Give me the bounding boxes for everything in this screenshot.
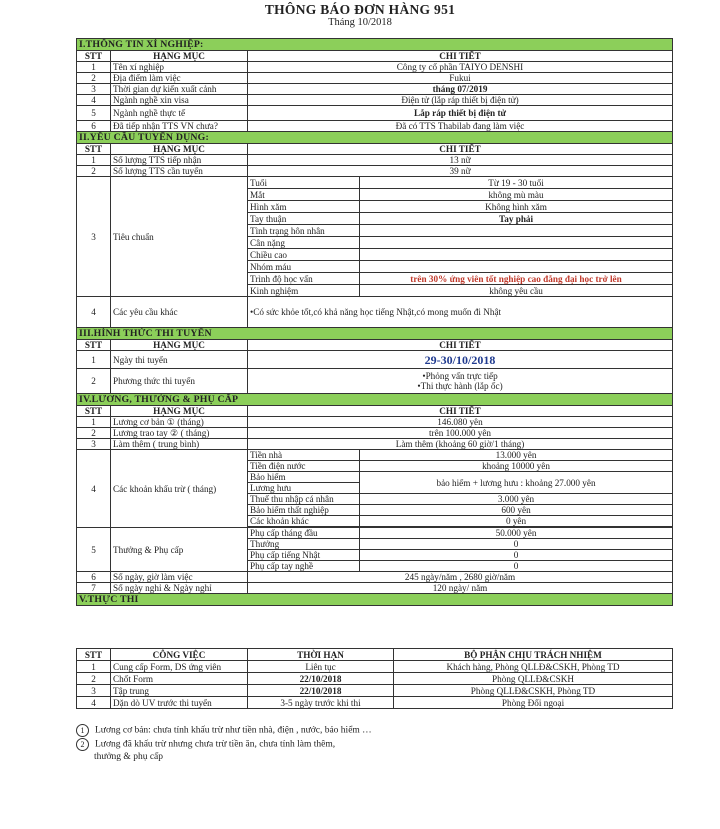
col-header-stt: STT xyxy=(77,649,111,661)
row-detail: tháng 07/2019 xyxy=(248,84,673,95)
criteria-key: Chiều cao xyxy=(248,249,360,261)
execution-table xyxy=(76,648,673,709)
deduction-key: Các khoản khác xyxy=(248,516,360,527)
row-item: Các yêu cầu khác xyxy=(111,297,248,328)
row-no: 3 xyxy=(77,439,111,450)
table-row xyxy=(77,73,673,84)
criteria-value: không mù màu xyxy=(360,189,673,201)
row-task: Tập trung xyxy=(111,685,248,697)
row-no: 7 xyxy=(77,583,111,594)
footnote-marker: 1 xyxy=(76,724,89,737)
criteria-key: Trình độ học vấn xyxy=(248,273,360,285)
criteria-value xyxy=(360,261,673,273)
deduction-key: Bảo hiểm xyxy=(248,472,360,483)
deduction-value: 13.000 yên xyxy=(360,450,673,461)
row-detail: Điện tử (lắp ráp thiết bị điện tử) xyxy=(248,95,673,106)
table-row xyxy=(77,297,673,328)
exam-method-line: •Phỏng vấn trực tiếp xyxy=(422,371,498,381)
table-header-row xyxy=(77,340,673,351)
footnote-marker: 2 xyxy=(76,738,89,751)
criteria-value: Từ 19 - 30 tuổi xyxy=(360,177,673,189)
bonus-key: Phụ cấp tháng đầu xyxy=(248,528,360,539)
bonus-value: 0 xyxy=(360,539,673,550)
table-row xyxy=(77,417,673,428)
row-no: 2 xyxy=(77,166,111,177)
criteria-key: Tình trạng hôn nhân xyxy=(248,225,360,237)
col-header-stt: STT xyxy=(77,51,111,62)
table-row xyxy=(77,166,673,177)
row-no: 5 xyxy=(77,528,111,572)
table-row xyxy=(77,572,673,583)
row-detail: •Có sức khỏe tốt,có khả năng học tiếng Nhật,có mong muốn đi Nhật xyxy=(248,297,673,328)
row-item: Làm thêm ( trung bình) xyxy=(111,439,248,450)
deduction-key: Tiền điện nước xyxy=(248,461,360,472)
table-row xyxy=(77,95,673,106)
row-task: Chốt Form xyxy=(111,673,248,685)
row-no: 6 xyxy=(77,121,111,132)
col-header-stt: STT xyxy=(77,144,111,155)
criteria-value: trên 30% ứng viên tốt nghiệp cao đẳng đại học trở lên xyxy=(360,273,673,285)
col-header-deadline: THỜI HẠN xyxy=(248,649,394,661)
row-item: Phương thức thi tuyển xyxy=(111,369,248,394)
col-header-item: HẠNG MỤC xyxy=(111,144,248,155)
row-no: 1 xyxy=(77,155,111,166)
row-deadline: 3-5 ngày trước khi thi xyxy=(248,697,394,709)
criteria-key: Hình xăm xyxy=(248,201,360,213)
exam-method-line: •Thi thực hành (lắp ốc) xyxy=(417,381,503,391)
row-no: 2 xyxy=(77,369,111,394)
col-header-detail: CHI TIẾT xyxy=(248,144,673,155)
table-row xyxy=(77,661,673,673)
row-detail: trên 100.000 yên xyxy=(248,428,673,439)
footnotes xyxy=(76,724,676,764)
section-title: III.HÌNH THỨC THI TUYỂN xyxy=(77,328,673,340)
deduction-row xyxy=(77,450,673,461)
bonus-key: Phụ cấp tay nghề xyxy=(248,561,360,572)
row-detail: Làm thêm (khoảng 60 giờ/1 tháng) xyxy=(248,439,673,450)
row-no: 4 xyxy=(77,95,111,106)
bonus-row xyxy=(77,528,673,539)
deduction-key: Thuế thu nhập cá nhân xyxy=(248,494,360,505)
row-detail: Fukui xyxy=(248,73,673,84)
row-item: Thời gian dự kiến xuất cảnh xyxy=(111,84,248,95)
row-item: Số lượng TTS cần tuyển xyxy=(111,166,248,177)
row-detail xyxy=(248,369,673,394)
row-no: 6 xyxy=(77,572,111,583)
table-row xyxy=(77,121,673,132)
deduction-key: Tiền nhà xyxy=(248,450,360,461)
table-row xyxy=(77,106,673,121)
bonus-value: 0 xyxy=(360,561,673,572)
table-row xyxy=(77,439,673,450)
exam-date: 29-30/10/2018 xyxy=(248,351,673,369)
row-deadline: 22/10/2018 xyxy=(248,685,394,697)
deduction-value: bảo hiểm + lương hưu : khoảng 27.000 yên xyxy=(360,472,673,494)
row-item: Lương trao tay ② ( tháng) xyxy=(111,428,248,439)
row-item: Ngành nghề xin visa xyxy=(111,95,248,106)
row-no: 2 xyxy=(77,428,111,439)
criteria-value: Không hình xăm xyxy=(360,201,673,213)
row-no: 3 xyxy=(77,84,111,95)
bonus-value: 0 xyxy=(360,550,673,561)
criteria-value: Tay phải xyxy=(360,213,673,225)
col-header-stt: STT xyxy=(77,406,111,417)
section-title: V.THỰC THI xyxy=(77,594,673,606)
row-item: Địa điểm làm việc xyxy=(111,73,248,84)
row-detail: 13 nữ xyxy=(248,155,673,166)
row-task: Dặn dò UV trước thi tuyển xyxy=(111,697,248,709)
table-row xyxy=(77,351,673,369)
criteria-key: Tuổi xyxy=(248,177,360,189)
table-row xyxy=(77,428,673,439)
col-header-detail: CHI TIẾT xyxy=(248,406,673,417)
row-item: Số ngày, giờ làm việc xyxy=(111,572,248,583)
table-header-row xyxy=(77,51,673,62)
row-no: 3 xyxy=(77,177,111,297)
row-item: Các khoản khấu trừ ( tháng) xyxy=(111,450,248,528)
section-heading-company xyxy=(77,39,673,51)
col-header-item: HẠNG MỤC xyxy=(111,51,248,62)
row-detail: 146.080 yên xyxy=(248,417,673,428)
row-no: 2 xyxy=(77,673,111,685)
section-title: IV.LƯƠNG, THƯỞNG & PHỤ CẤP xyxy=(77,394,673,406)
row-item: Ngày thi tuyển xyxy=(111,351,248,369)
footnote-text: Lương đã khấu trừ nhưng chưa trừ tiền ăn, chưa tính làm thêm, xyxy=(95,739,336,750)
row-department: Khách hàng, Phòng QLLĐ&CSKH, Phòng TD xyxy=(394,661,673,673)
criteria-value xyxy=(360,237,673,249)
page-title: THÔNG BÁO ĐƠN HÀNG 951 xyxy=(264,2,456,17)
criteria-value xyxy=(360,225,673,237)
page-subtitle-month: Tháng 10/2018 xyxy=(328,17,392,28)
table-header-row xyxy=(77,144,673,155)
deduction-key: Lương hưu xyxy=(248,483,360,494)
table-row xyxy=(77,155,673,166)
row-item: Tên xí nghiệp xyxy=(111,62,248,73)
row-no: 2 xyxy=(77,73,111,84)
bonus-value: 50.000 yên xyxy=(360,528,673,539)
row-detail: Công ty cổ phần TAIYO DENSHI xyxy=(248,62,673,73)
row-task: Cung cấp Form, DS ứng viên xyxy=(111,661,248,673)
col-header-detail: CHI TIẾT xyxy=(248,340,673,351)
row-item: Ngành nghề thực tế xyxy=(111,106,248,121)
table-row xyxy=(77,685,673,697)
row-no: 1 xyxy=(77,351,111,369)
criteria-value: không yêu cầu xyxy=(360,285,673,297)
criteria-key: Cân nặng xyxy=(248,237,360,249)
row-item: Số ngày nghỉ & Ngày nghỉ xyxy=(111,583,248,594)
row-deadline: 22/10/2018 xyxy=(248,673,394,685)
col-header-item: HẠNG MỤC xyxy=(111,406,248,417)
criteria-key: Kinh nghiệm xyxy=(248,285,360,297)
row-no: 5 xyxy=(77,106,111,121)
row-detail: 245 ngày/năm , 2680 giờ/năm xyxy=(248,572,673,583)
col-header-detail: CHI TIẾT xyxy=(248,51,673,62)
row-deadline: Liên tục xyxy=(248,661,394,673)
table-header-row xyxy=(77,649,673,661)
section-title: I.THÔNG TIN XÍ NGHIỆP: xyxy=(77,39,673,51)
section-heading-requirements xyxy=(77,132,673,144)
deduction-value: 3.000 yên xyxy=(360,494,673,505)
row-department: Phòng QLLĐ&CSKH, Phòng TD xyxy=(394,685,673,697)
criteria-row xyxy=(77,177,673,189)
row-no: 1 xyxy=(77,661,111,673)
table-row xyxy=(77,369,673,394)
footnote xyxy=(76,738,676,752)
table-row xyxy=(77,84,673,95)
row-no: 4 xyxy=(77,297,111,328)
col-header-stt: STT xyxy=(77,340,111,351)
footnote-text: Lương cơ bản: chưa tính khấu trừ như tiền nhà, điện , nước, bảo hiểm … xyxy=(95,725,372,736)
row-detail: Lắp ráp thiết bị điện tử xyxy=(248,106,673,121)
row-item: Lương cơ bản ① (tháng) xyxy=(111,417,248,428)
deduction-value: 0 yên xyxy=(360,516,673,527)
section-title: II.YÊU CẦU TUYỂN DỤNG: xyxy=(77,132,673,144)
section-heading-exam xyxy=(77,328,673,340)
criteria-key: Tay thuận xyxy=(248,213,360,225)
table-row xyxy=(77,62,673,73)
section-heading-salary xyxy=(77,394,673,406)
row-no: 4 xyxy=(77,697,111,709)
table-row xyxy=(77,673,673,685)
row-detail: 120 ngày/ năm xyxy=(248,583,673,594)
deduction-key: Bảo hiểm thất nghiệp xyxy=(248,505,360,516)
row-item: Tiêu chuẩn xyxy=(111,177,248,297)
row-department: Phòng QLLĐ&CSKH xyxy=(394,673,673,685)
section-heading-execution xyxy=(77,594,673,606)
table-row xyxy=(77,583,673,594)
row-item: Thưởng & Phụ cấp xyxy=(111,528,248,572)
row-detail: 39 nữ xyxy=(248,166,673,177)
col-header-task: CÔNG VIỆC xyxy=(111,649,248,661)
bonus-key: Thưởng xyxy=(248,539,360,550)
footnote-continuation: thưởng & phụ cấp xyxy=(94,752,164,763)
row-no: 4 xyxy=(77,450,111,528)
table-row xyxy=(77,697,673,709)
row-department: Phòng Đối ngoại xyxy=(394,697,673,709)
deduction-value: khoảng 10000 yên xyxy=(360,461,673,472)
footnote xyxy=(76,724,676,738)
deduction-value: 600 yên xyxy=(360,505,673,516)
row-no: 3 xyxy=(77,685,111,697)
order-table xyxy=(76,38,673,606)
row-item: Đã tiếp nhận TTS VN chưa? xyxy=(111,121,248,132)
col-header-department: BỘ PHẬN CHỊU TRÁCH NHIỆM xyxy=(394,649,673,661)
criteria-value xyxy=(360,249,673,261)
row-no: 1 xyxy=(77,417,111,428)
row-item: Số lượng TTS tiếp nhận xyxy=(111,155,248,166)
row-detail: Đã có TTS Thabilab đang làm việc xyxy=(248,121,673,132)
col-header-item: HẠNG MỤC xyxy=(111,340,248,351)
table-header-row xyxy=(77,406,673,417)
row-no: 1 xyxy=(77,62,111,73)
bonus-key: Phụ cấp tiếng Nhật xyxy=(248,550,360,561)
criteria-key: Mắt xyxy=(248,189,360,201)
criteria-key: Nhóm máu xyxy=(248,261,360,273)
